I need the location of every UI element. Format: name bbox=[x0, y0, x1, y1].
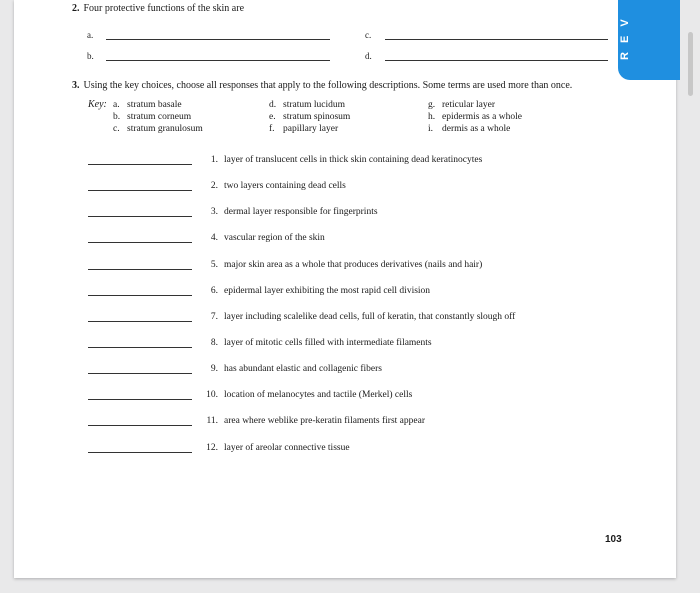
question-3-title bbox=[72, 80, 572, 91]
question-item-9: 9. has abundant elastic and collagenic fibers bbox=[210, 364, 383, 374]
answer-line-d[interactable] bbox=[385, 60, 608, 61]
question-3-number: 3. bbox=[72, 80, 80, 91]
question-item-4: 4. vascular region of the skin bbox=[210, 233, 325, 243]
question-item-5: 5. major skin area as a whole that produces derivatives (nails and hair) bbox=[210, 260, 483, 270]
question-item-1: 1. layer of translucent cells in thick skin containing dead keratinocytes bbox=[210, 155, 483, 165]
question-2-number: 2. bbox=[72, 3, 80, 14]
question-item-8: 8. layer of mitotic cells filled with intermediate filaments bbox=[210, 338, 432, 348]
key-item-b: b. stratum corneum bbox=[113, 112, 192, 122]
page-number: 103 bbox=[605, 534, 622, 545]
answer-line-a[interactable] bbox=[106, 39, 330, 40]
answer-line-c[interactable] bbox=[385, 39, 608, 40]
question-item-7: 7. layer including scalelike dead cells, full of keratin, that constantly slough off bbox=[210, 312, 516, 322]
key-item-f: f. papillary layer bbox=[269, 124, 339, 134]
answer-line-item-12[interactable] bbox=[88, 452, 192, 453]
answer-line-item-11[interactable] bbox=[88, 425, 192, 426]
answer-label-d: d. bbox=[365, 51, 372, 61]
answer-line-item-3[interactable] bbox=[88, 216, 192, 217]
answer-line-item-1[interactable] bbox=[88, 164, 192, 165]
question-item-6: 6. epidermal layer exhibiting the most rapid cell division bbox=[210, 286, 431, 296]
key-item-c: c. stratum granulosum bbox=[113, 124, 203, 134]
question-3-text: Using the key choices, choose all responses that apply to the following descriptions. Some terms are used more than once. bbox=[83, 80, 573, 91]
key-item-h: h. epidermis as a whole bbox=[428, 112, 522, 122]
question-2-title bbox=[72, 3, 244, 14]
answer-line-item-6[interactable] bbox=[88, 295, 192, 296]
review-tab-label: R E V bbox=[619, 16, 631, 60]
answer-label-b: b. bbox=[87, 51, 94, 61]
question-2-text: Four protective functions of the skin are bbox=[83, 3, 245, 14]
answer-line-item-8[interactable] bbox=[88, 347, 192, 348]
question-item-11: 11. area where weblike pre-keratin filaments first appear bbox=[206, 416, 425, 426]
key-label: Key: bbox=[88, 99, 107, 110]
key-item-d: d. stratum lucidum bbox=[269, 100, 346, 110]
question-item-2: 2. two layers containing dead cells bbox=[210, 181, 346, 191]
question-item-12: 12. layer of areolar connective tissue bbox=[206, 443, 350, 453]
answer-line-item-10[interactable] bbox=[88, 399, 192, 400]
question-item-10: 10. location of melanocytes and tactile (Merkel) cells bbox=[206, 390, 413, 400]
scrollbar[interactable] bbox=[688, 32, 693, 96]
answer-line-item-5[interactable] bbox=[88, 269, 192, 270]
answer-line-item-4[interactable] bbox=[88, 242, 192, 243]
answer-line-b[interactable] bbox=[106, 60, 330, 61]
answer-label-a: a. bbox=[87, 30, 94, 40]
key-item-i: i. dermis as a whole bbox=[428, 124, 511, 134]
key-item-a: a. stratum basale bbox=[113, 100, 182, 110]
key-item-g: g. reticular layer bbox=[428, 100, 496, 110]
answer-line-item-9[interactable] bbox=[88, 373, 192, 374]
question-item-3: 3. dermal layer responsible for fingerprints bbox=[210, 207, 378, 217]
answer-line-item-7[interactable] bbox=[88, 321, 192, 322]
key-item-e: e. stratum spinosum bbox=[269, 112, 351, 122]
answer-line-item-2[interactable] bbox=[88, 190, 192, 191]
answer-label-c: c. bbox=[365, 30, 372, 40]
